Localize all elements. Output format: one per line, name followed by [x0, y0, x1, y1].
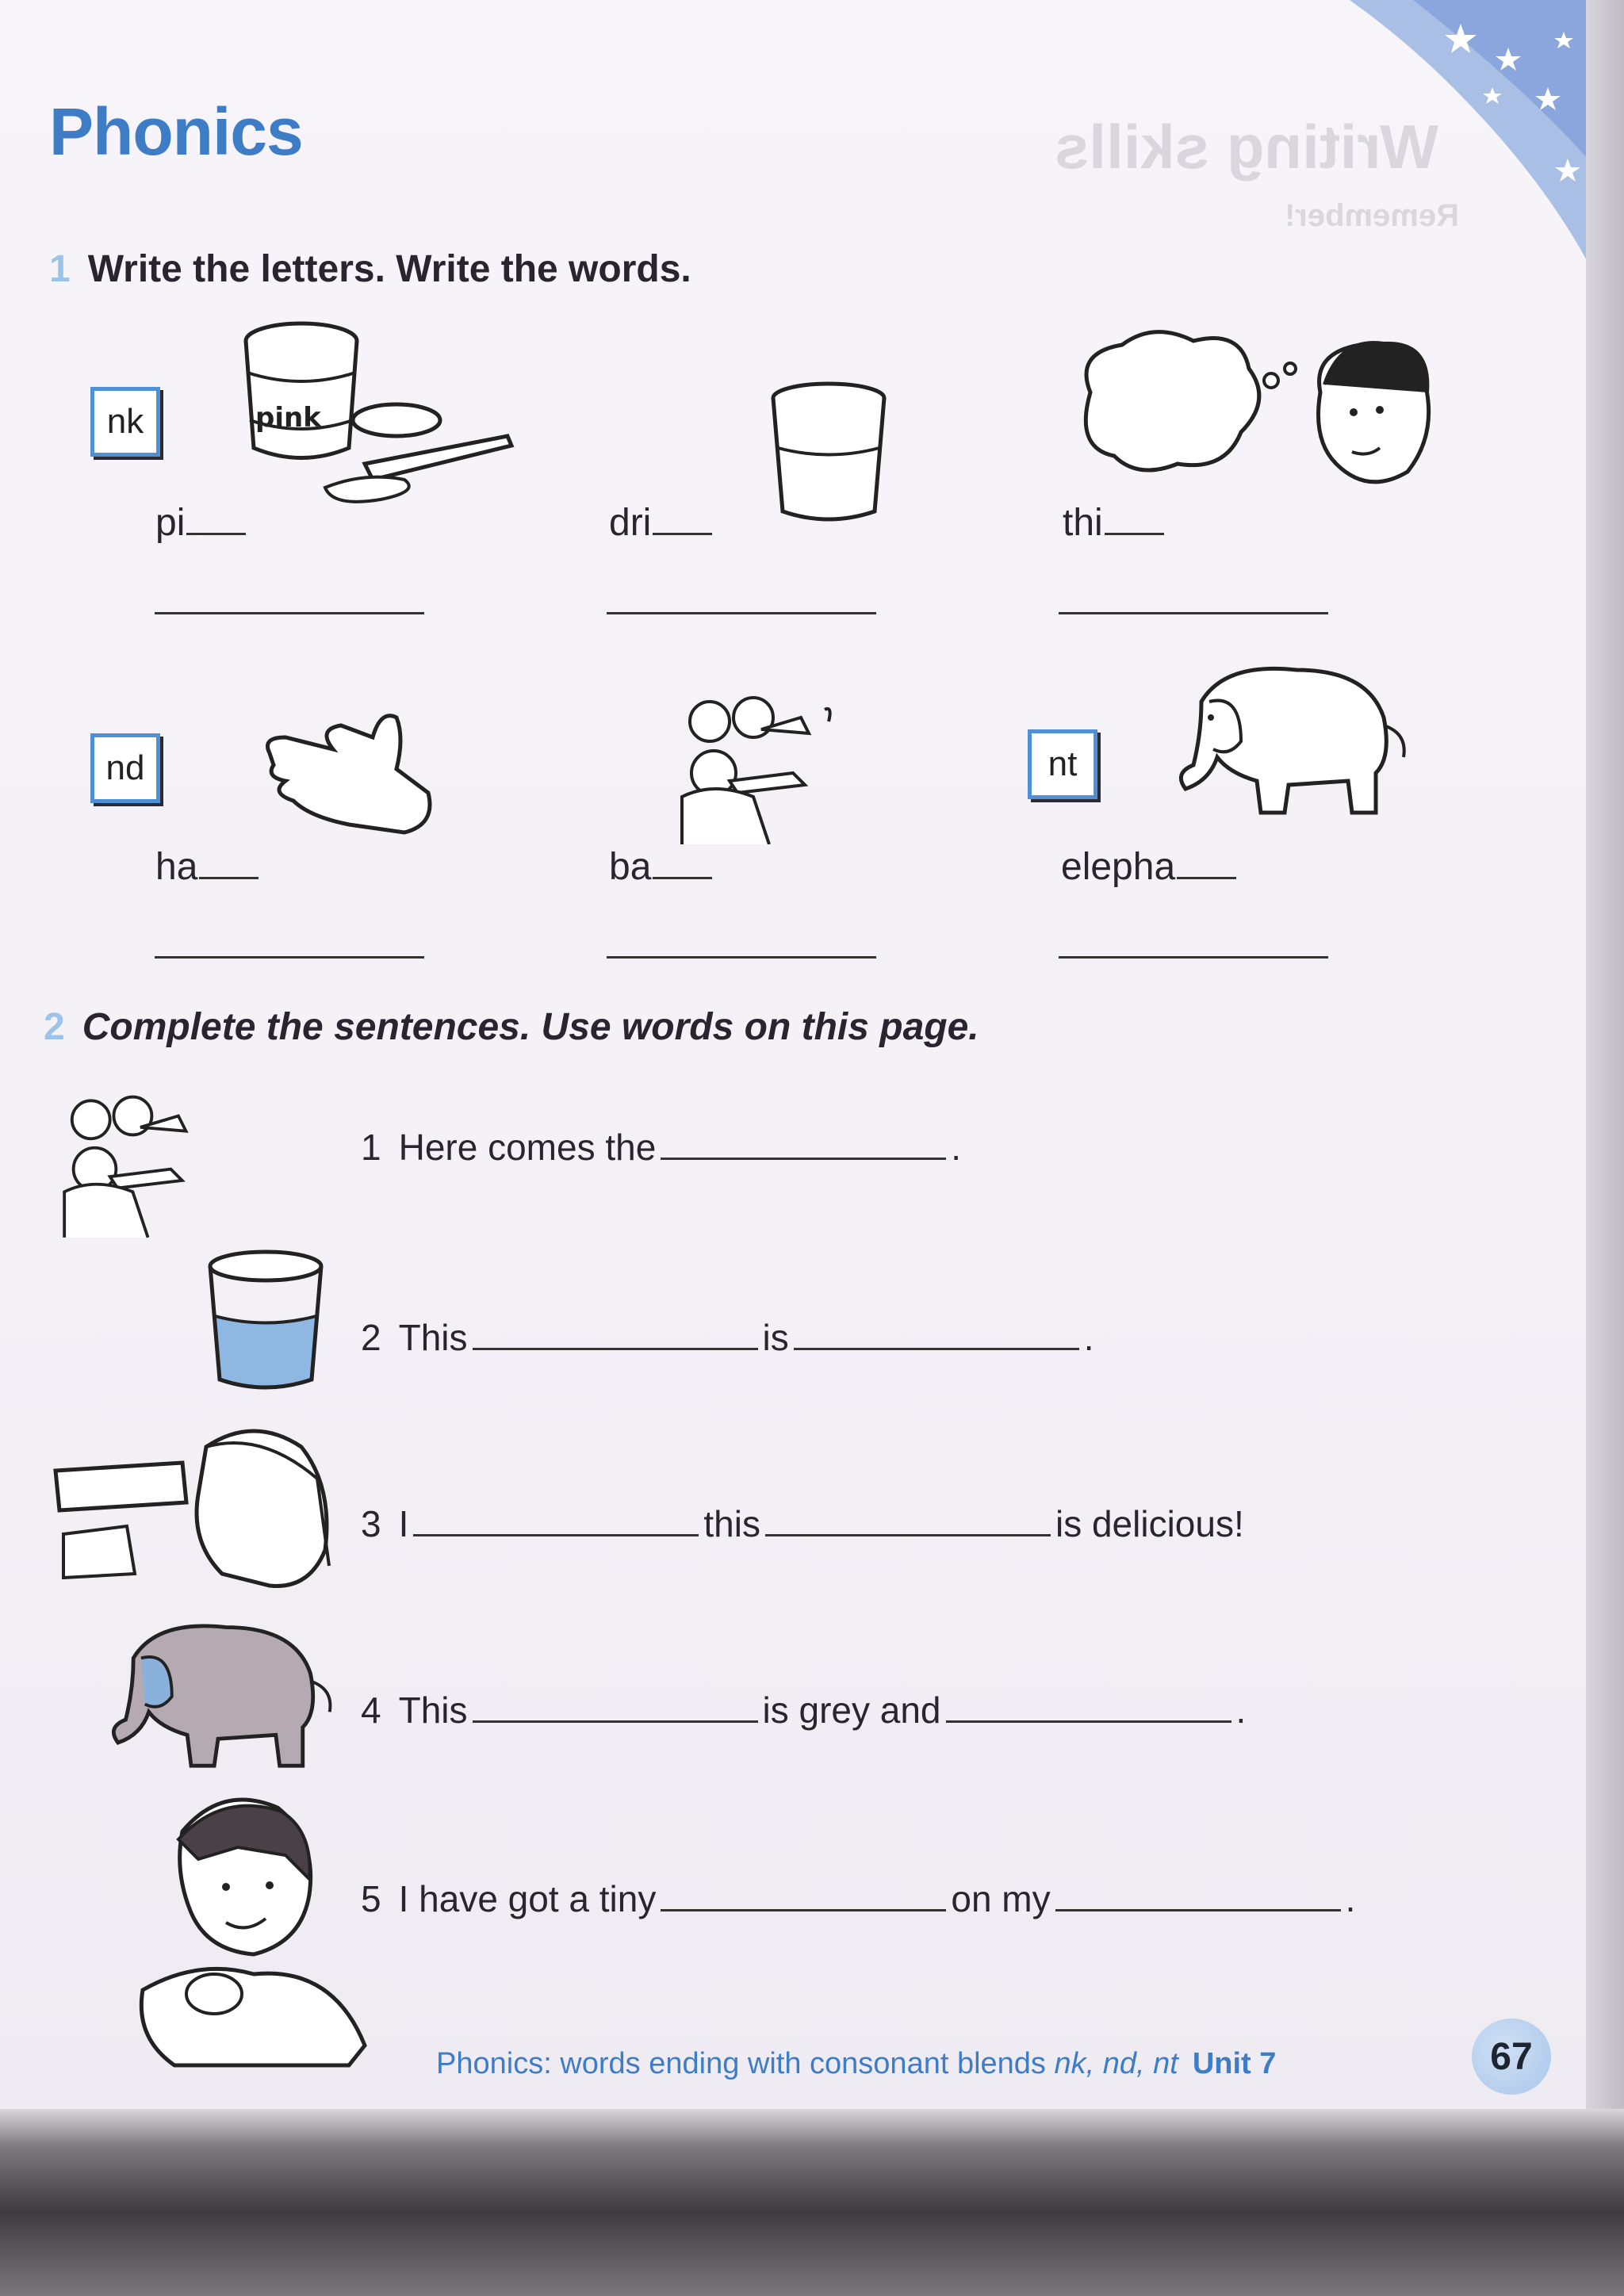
exercise-2-instruction: [44, 1005, 979, 1049]
blend-box-nt: nt: [1028, 729, 1097, 799]
sentence-blank[interactable]: [794, 1324, 1079, 1350]
footer-unit: Unit 7: [1192, 2047, 1277, 2080]
sentence-text: This: [398, 1689, 468, 1731]
sentence-blank[interactable]: [473, 1324, 758, 1350]
stem-text: ha: [155, 846, 198, 888]
sentence-1: [361, 1126, 961, 1169]
footer-text: Phonics: words ending with consonant blends: [436, 2047, 1055, 2080]
bleed-through-label: Remember!: [1285, 198, 1460, 233]
word-stem-thi: [1063, 501, 1164, 545]
sentence-text: Here comes the: [398, 1127, 657, 1168]
exercise-1-instruction: [49, 247, 691, 291]
stem-text: pi: [155, 502, 186, 544]
sentence-text: This: [398, 1317, 468, 1358]
stem-text: ba: [609, 846, 652, 888]
sentence-number: 5: [361, 1878, 381, 1919]
sentence-text: .: [1083, 1317, 1094, 1358]
exercise-2-number: 2: [44, 1006, 65, 1048]
scan-bottom-shadow: [0, 2109, 1624, 2296]
blend-box-nd: nd: [90, 733, 160, 803]
sentence-text: I have got a tiny: [398, 1878, 657, 1919]
stem-text: thi: [1063, 502, 1103, 544]
word-answer-line[interactable]: [607, 612, 876, 614]
glass-of-water-illustration: [765, 381, 892, 531]
sentence-blank[interactable]: [413, 1510, 699, 1536]
sentence-text: is delicious!: [1055, 1503, 1244, 1544]
page-footer: [436, 2047, 1276, 2081]
sentence-text: is: [762, 1317, 789, 1358]
word-stem-dri: [609, 501, 712, 545]
letters-blank[interactable]: [186, 504, 246, 535]
star-corner-decoration: [1254, 0, 1588, 262]
sentence-text: this: [703, 1503, 760, 1544]
band-illustration: [666, 686, 856, 844]
hand-illustration: [262, 706, 440, 840]
word-stem-pi: [155, 501, 246, 545]
blend-box-nk: nk: [90, 387, 160, 457]
word-answer-line[interactable]: [1059, 612, 1328, 614]
sentence-text: I: [398, 1503, 409, 1544]
word-stem-elepha: [1061, 845, 1236, 889]
word-answer-line[interactable]: [155, 612, 424, 614]
page-edge: [1586, 0, 1624, 2125]
blue-water-glass-illustration: [202, 1249, 329, 1399]
sentence-blank[interactable]: [765, 1510, 1051, 1536]
sentence-text: .: [1345, 1878, 1356, 1919]
paint-can-illustration: [238, 317, 531, 523]
letters-blank[interactable]: [1177, 848, 1236, 879]
sentence-blank[interactable]: [946, 1697, 1231, 1723]
word-answer-line[interactable]: [1059, 956, 1328, 959]
thinking-boy-illustration: [1067, 321, 1471, 503]
sentence-blank[interactable]: [661, 1134, 946, 1160]
word-stem-ha: [155, 845, 259, 889]
letters-blank[interactable]: [1105, 504, 1164, 535]
sentence-number: 1: [361, 1127, 381, 1168]
letters-blank[interactable]: [653, 848, 712, 879]
sentence-4: [361, 1689, 1246, 1732]
sentence-3: [361, 1502, 1244, 1545]
word-answer-line[interactable]: [155, 956, 424, 959]
footer-blends: nk, nd, nt: [1054, 2047, 1178, 2080]
letters-blank[interactable]: [653, 504, 712, 535]
sentence-text: .: [951, 1127, 962, 1168]
word-answer-line[interactable]: [607, 956, 876, 959]
sentence-text: .: [1235, 1689, 1247, 1731]
sentence-text: is grey and: [762, 1689, 941, 1731]
sentence-number: 2: [361, 1317, 381, 1358]
bleed-through-heading: Writing skills: [1055, 112, 1438, 182]
band-small-illustration: [49, 1078, 232, 1245]
boy-illustration: [127, 1784, 373, 2069]
sentence-2: [361, 1316, 1094, 1359]
exercise-2-text: Complete the sentences. Use words on this page.: [82, 1006, 979, 1048]
stem-text: dri: [609, 502, 652, 544]
sentence-blank[interactable]: [473, 1697, 758, 1723]
sentence-blank[interactable]: [1055, 1885, 1341, 1911]
sentence-number: 3: [361, 1503, 381, 1544]
grey-elephant-illustration: [87, 1609, 349, 1776]
girl-drinking-illustration: [48, 1415, 341, 1594]
letters-blank[interactable]: [199, 848, 259, 879]
sentence-5: [361, 1877, 1355, 1920]
page-number-badge: 67: [1472, 2019, 1551, 2095]
stem-text: elepha: [1061, 846, 1176, 888]
sentence-number: 4: [361, 1689, 381, 1731]
sentence-text: on my: [951, 1878, 1051, 1919]
word-stem-ba: [609, 845, 712, 889]
exercise-1-number: 1: [49, 248, 71, 290]
exercise-1-text: Write the letters. Write the words.: [87, 248, 691, 290]
paint-can-label: pink: [255, 402, 321, 434]
sentence-blank[interactable]: [661, 1885, 946, 1911]
elephant-illustration: [1154, 654, 1423, 821]
page-title: Phonics: [49, 94, 303, 169]
